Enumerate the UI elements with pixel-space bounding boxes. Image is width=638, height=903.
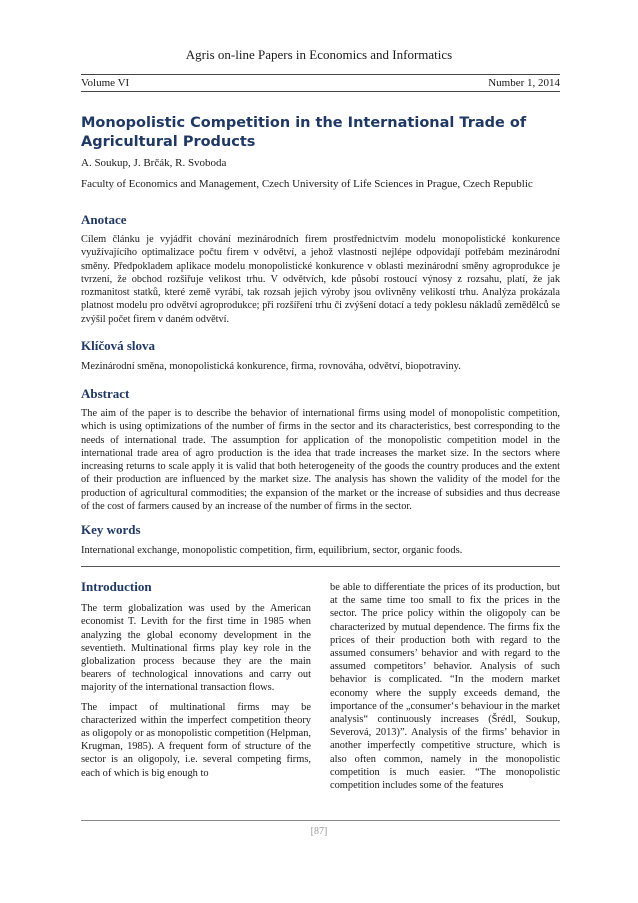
section-divider <box>81 566 560 567</box>
affiliation: Faculty of Economics and Management, Czech University of Life Sciences in Prague, Czech Republic <box>81 178 533 190</box>
left-column <box>81 580 311 786</box>
authors: A. Soukup, J. Brčák, R. Svoboda <box>81 157 227 169</box>
issue-number: Number 1, 2014 <box>488 77 560 89</box>
volume-label: Volume VI <box>81 77 130 89</box>
journal-title: Agris on-line Papers in Economics and Informatics <box>185 47 453 62</box>
klicova-slova-text: Mezinárodní směna, monopolistická konkurence, firma, rovnováha, odvětví, biopotraviny. <box>81 361 461 372</box>
introduction-heading: Introduction <box>81 579 152 594</box>
intro-paragraph-1: The term globalization was used by the American economist T. Levith for the first time in 1985 when analyzing the global economy development in the seventieth. Multinational firms play key role in the globalization process because they are the main bearers of technological innovations and carry out majority of the international transaction flows. <box>81 603 311 694</box>
keywords-text: International exchange, monopolistic competition, firm, equilibrium, sector, organic foods. <box>81 545 463 556</box>
article-title: Monopolistic Competition in the International Trade of Agricultural Products <box>81 115 527 150</box>
volume-bar <box>81 74 560 92</box>
klicova-slova-heading: Klíčová slova <box>81 338 156 353</box>
intro-paragraph-2: The impact of multinational firms may be characterized within the imperfect competition theory as oligopoly or as monopolistic competition (Helpman, Krugman, 1985). A frequent form of structure of the sector is an oligopoly, i.e. several competing firms, each of which is big enough to <box>81 701 311 779</box>
right-column <box>330 581 560 798</box>
keywords-heading: Key words <box>81 522 141 537</box>
anotace-heading: Anotace <box>81 212 127 227</box>
anotace-text: Cílem článku je vyjádřit chování mezinárodních firem prostřednictvím modelu monopolistické konkurence využívajícího optimalizace počtu firem v odvětví, a jehož vlastnosti nejlépe odpovídají potřebám mezinárodní směny. Předpokladem aplikace modelu monopolistické konkurence v oblasti mezinárodní směny agroprodukce je tvrzení, že obchod rozšiřuje velikost trhu. V odvětvích, kde působí rostoucí výnosy z rozsahu, platí, že jak rozmanitost statků, které země vyrábí, tak rozsah jejich výroby jsou ovlivněny velikostí trhu. Analýza prokázala platnost modelu pro odvětví agroprodukce; při rozšíření trhu či zvýšení dotací a tedy poklesu nákladů zemědělců se zvýšil počet firem v daném odvětví. <box>81 234 560 325</box>
abstract-text: The aim of the paper is to describe the behavior of international firms using model of monopolistic competition, which is using optimizations of the number of firms in the sector and its characteristics, best corresponding to the needs of international trade. The assumption for application of the monopolistic competition model in the international trade area of agro production is the idea that trade increases the market size. In the sectors where increasing returns to scale apply it is valid that both heterogeneity of the goods the country produces and the extent of their production are influenced by the market size. The analysis has shown the validity of the model for the production of agricultural commodities; the expansion of the market or the increase of subsidies and thus decrease of the cost of farmers caused by an increase of the number of firms in the sector. <box>81 408 560 513</box>
abstract-heading: Abstract <box>81 386 130 401</box>
footer-divider <box>81 820 560 821</box>
intro-paragraph-3: be able to differentiate the prices of its production, but at the same time too small to fix the prices in the sector. The price policy within the oligopoly can be characterized by mutual dependence. The firms fix the prices of their production both with regard to the assumed consumers’ behavior and with regard to the assumed competitors’ behavior. Analysis of such behavior is complicated. “In the modern market economy where the supply exceeds demand, the importance of the „consumer‘s behaviour in the market analysis“ continuously increases (Šrédl, Soukup, Severová, 2013)”. Analysis of the firms’ behavior in another imperfectly competitive structure, which is also often common, namely in the monopolistic competition is much easier. “The monopolistic competition includes some of the features <box>330 582 560 792</box>
page-number: [87] <box>310 826 328 837</box>
